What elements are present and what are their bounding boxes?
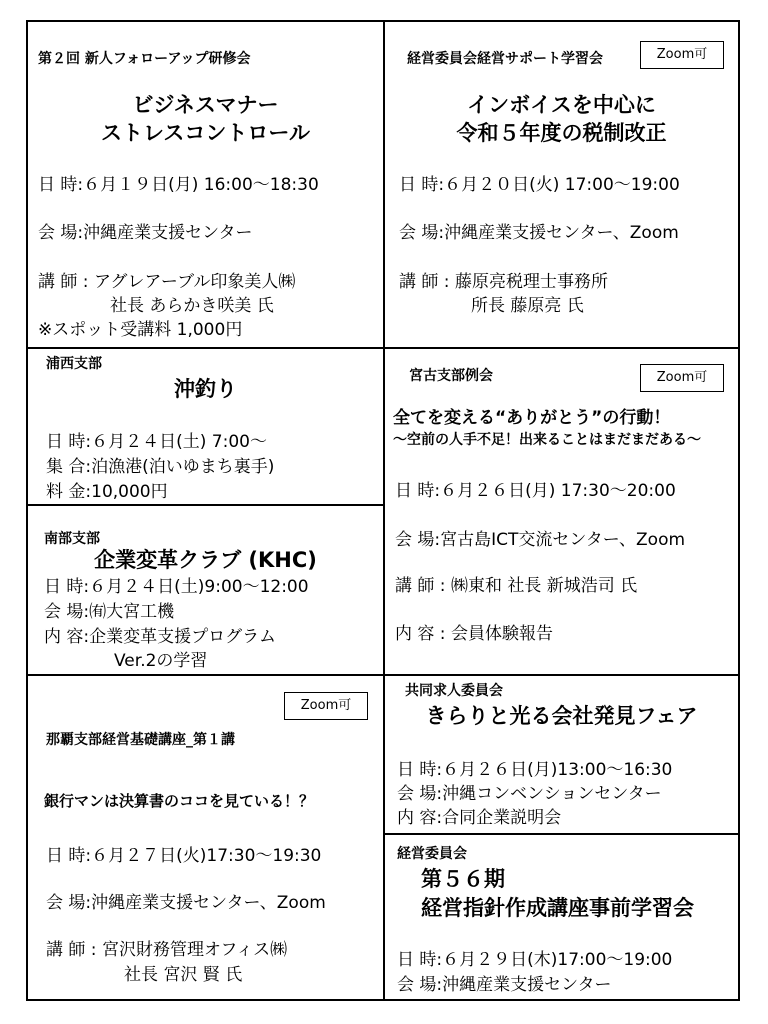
event-title-line2: 経営指針作成講座事前学習会: [421, 896, 694, 920]
event-fee: ※スポット受講料 1,000円: [38, 320, 243, 340]
event-header: 浦西支部: [46, 356, 102, 372]
event-title-line2: 令和５年度の税制改正: [456, 121, 667, 145]
event-date: 日 時:６月２６日(月)13:00～16:30: [397, 760, 673, 780]
zoom-available-badge: Zoom可: [284, 692, 368, 720]
event-content: 内 容 : 会員体験報告: [395, 624, 553, 644]
event-lecturer: 講 師 : 藤原亮税理士事務所: [399, 272, 608, 292]
event-cell-fishing: [28, 349, 383, 504]
event-date: 日 時:６月２９日(木)17:00～19:00: [397, 950, 673, 970]
event-cell-miyako: [385, 349, 738, 674]
event-title-line1: 第５６期: [421, 867, 505, 891]
event-meeting-point: 集 合:泊漁港(泊いゆまち裏手): [46, 457, 275, 477]
event-subtitle: ～空前の人手不足！出来ることはまだまだある～: [393, 432, 701, 448]
event-venue: 会 場:宮古島ICT交流センター、Zoom: [395, 530, 686, 550]
event-title: 沖釣り: [174, 377, 237, 401]
zoom-available-badge: Zoom可: [640, 41, 724, 69]
event-date: 日 時:６月２４日(土) 7:00～: [46, 432, 267, 452]
event-venue: 会 場:沖縄コンベンションセンター: [397, 784, 662, 804]
event-date: 日 時:６月２７日(火)17:30～19:30: [46, 846, 322, 866]
event-venue: 会 場:沖縄産業支援センター、Zoom: [399, 223, 679, 243]
event-title-line1: インボイスを中心に: [467, 93, 656, 117]
event-header: 那覇支部経営基礎講座_第１講: [46, 732, 235, 748]
event-header: 経営委員会: [397, 846, 467, 862]
event-lecturer: 講 師 : ㈱東和 社長 新城浩司 氏: [395, 576, 638, 596]
event-lecturer-name: 所長 藤原亮 氏: [471, 296, 584, 316]
event-title-line1: ビジネスマナー: [132, 93, 279, 117]
event-date: 日 時:６月２４日(土)9:00～12:00: [44, 577, 309, 597]
event-cell-khc: [28, 506, 383, 674]
event-content-line2: Ver.2の学習: [114, 651, 208, 671]
event-header: 経営委員会経営サポート学習会: [407, 51, 603, 67]
event-header: 第２回 新人フォローアップ研修会: [38, 51, 251, 67]
event-title: 全てを変える“ありがとう”の行動！: [393, 408, 671, 428]
event-content: 内 容:合同企業説明会: [397, 808, 562, 828]
event-lecturer-name: 社長 あらかき咲美 氏: [110, 296, 274, 316]
event-cell-job-fair: [385, 676, 738, 833]
event-cell-followup: [28, 22, 383, 347]
event-lecturer-name: 社長 宮沢 賢 氏: [124, 965, 243, 985]
event-title: 銀行マンは決算書のココを見ている！？: [44, 792, 315, 810]
event-cell-tax-reform: [385, 22, 738, 347]
event-title: 企業変革クラブ (KHC): [94, 548, 317, 572]
event-venue: 会 場:沖縄産業支援センター: [38, 223, 253, 243]
event-cell-naha: [28, 676, 383, 999]
event-fee: 料 金:10,000円: [46, 482, 168, 502]
event-lecturer: 講 師 : アグレアーブル印象美人㈱: [38, 272, 296, 292]
zoom-available-badge: Zoom可: [640, 364, 724, 392]
event-header: 南部支部: [44, 531, 100, 547]
event-header: 宮古支部例会: [409, 368, 493, 384]
event-lecturer: 講 師 : 宮沢財務管理オフィス㈱: [46, 940, 288, 960]
event-venue: 会 場:㈲大宮工機: [44, 602, 175, 622]
event-venue: 会 場:沖縄産業支援センター: [397, 975, 612, 995]
event-date: 日 時:６月２６日(月) 17:30～20:00: [395, 481, 676, 501]
event-date: 日 時:６月２０日(火) 17:00～19:00: [399, 175, 680, 195]
event-date: 日 時:６月１９日(月) 16:00～18:30: [38, 175, 319, 195]
event-title-line2: ストレスコントロール: [101, 121, 310, 145]
event-cell-management-policy: [385, 835, 738, 999]
event-header: 共同求人委員会: [405, 683, 503, 699]
event-content: 内 容:企業変革支援プログラム: [44, 627, 276, 647]
event-venue: 会 場:沖縄産業支援センター、Zoom: [46, 893, 326, 913]
event-title: きらりと光る会社発見フェア: [425, 704, 698, 728]
